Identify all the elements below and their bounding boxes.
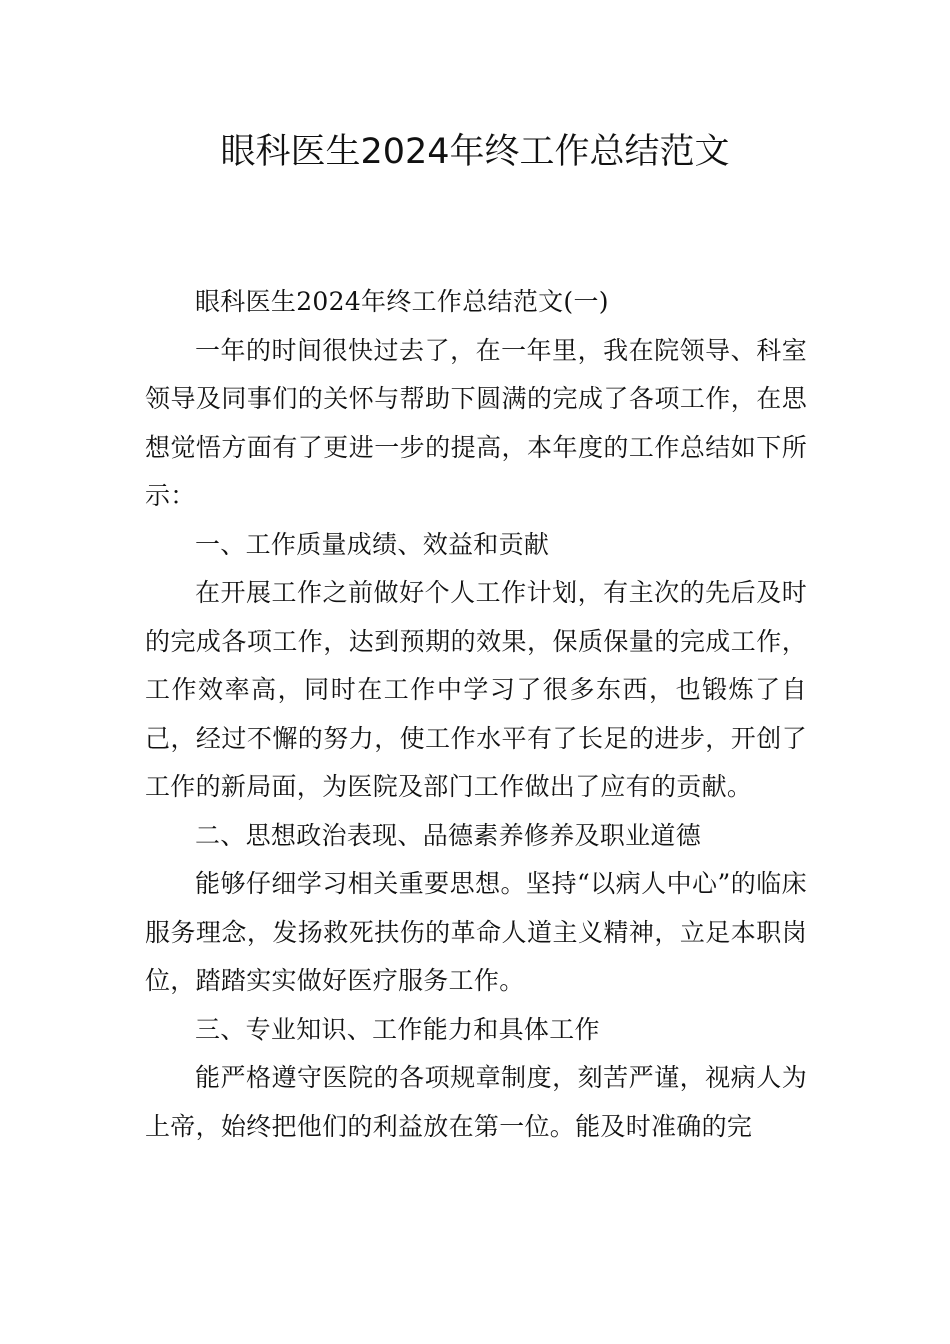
section-subtitle: 眼科医生2024年终工作总结范文(一): [195, 287, 609, 316]
section-heading-1: 一、工作质量成绩、效益和贡献: [195, 529, 550, 559]
paragraph-ethics: 能够仔细学习相关重要思想。坚持“以病人中心”的临床服务理念，发扬救死扶伤的革命人道主义精神，立足本职岗位，踏踏实实做好医疗服务工作。: [145, 869, 807, 995]
document-title: 眼科医生2024年终工作总结范文: [220, 132, 730, 172]
paragraph-professional: 能严格遵守医院的各项规章制度，刻苦严谨，视病人为上帝，始终把他们的利益放在第一位。能及时准确的完: [145, 1063, 807, 1141]
section-heading-3: 三、专业知识、工作能力和具体工作: [195, 1014, 600, 1044]
paragraph-intro: 一年的时间很快过去了，在一年里，我在院领导、科室领导及同事们的关怀与帮助下圆满的完成了各项工作，在思想觉悟方面有了更进一步的提高，本年度的工作总结如下所示：: [145, 335, 807, 510]
section-heading-2: 二、思想政治表现、品德素养修养及职业道德: [195, 820, 702, 850]
document-body: [145, 278, 807, 1151]
paragraph-work-quality: 在开展工作之前做好个人工作计划，有主次的先后及时的完成各项工作，达到预期的效果，保质保量的完成工作，工作效率高，同时在工作中学习了很多东西，也锻炼了自己，经过不懈的努力，使工作水平有了长足的进步，开创了工作的新局面，为医院及部门工作做出了应有的贡献。: [145, 578, 807, 801]
